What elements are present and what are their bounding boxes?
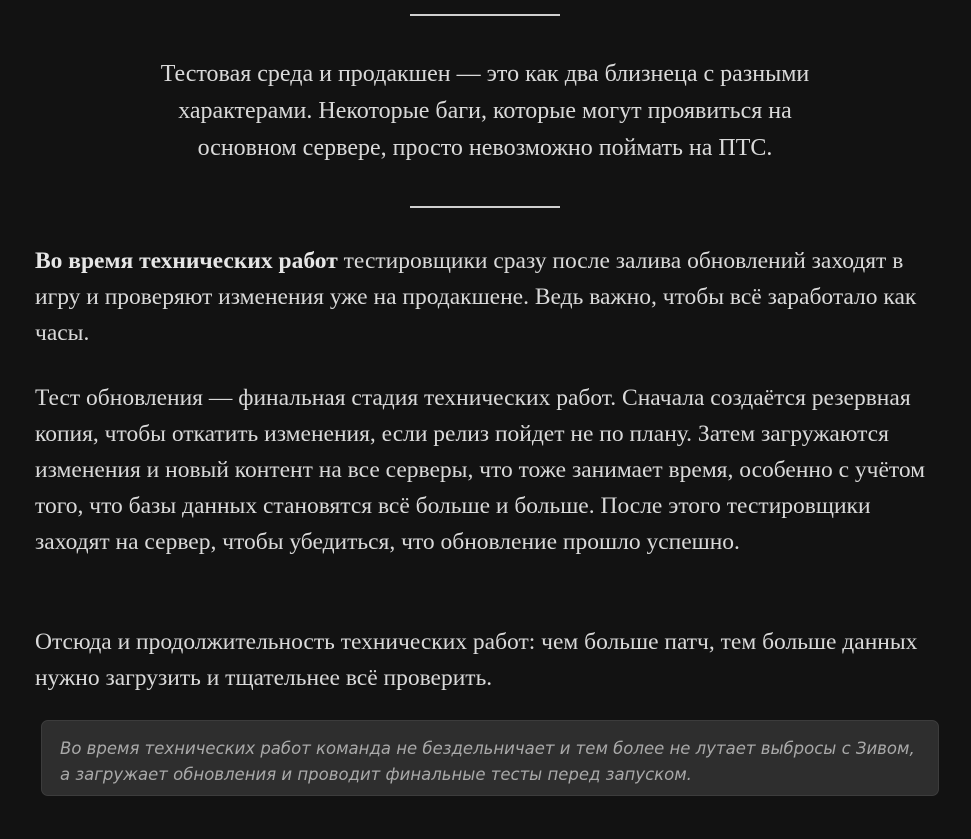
pull-quote [60, 56, 910, 167]
article-paragraph: Отсюда и продолжительность технических работ: чем больше патч, тем больше данных нужно загрузить и тщательнее всё проверить. [35, 629, 918, 691]
pull-quote-line: характерами. Некоторые баги, которые могут проявиться на [178, 98, 792, 124]
note-text: Во время технических работ команда не бездельничает и тем более не лутает выбросы с Зивом, а загружает обновления и проводит финальные тесты перед запуском. [60, 739, 915, 784]
article-paragraph: Тест обновления — финальная стадия технических работ. Сначала создаётся резервная копия, чтобы откатить изменения, если релиз пойдет не по плану. Затем загружаются изменения и новый контент на все серверы, что тоже занимает время, особенно с учётом того, что базы данных становятся всё больше и больше. После этого тестировщики заходят на сервер, чтобы убедиться, что обновление прошло успешно. [35, 385, 926, 555]
pull-quote-line: основном сервере, просто невозможно поймать на ПТС. [197, 135, 773, 161]
divider-bottom [410, 206, 560, 208]
paragraph-bold-lead: Во время технических работ [35, 248, 338, 274]
article-paragraph [35, 243, 940, 351]
pull-quote-line: Тестовая среда и продакшен — это как два близнеца с разными [160, 61, 810, 87]
divider-top [410, 14, 560, 16]
paragraph-text: тестировщики сразу после залива обновлений заходят в игру и проверяют изменения уже на продакшене. Ведь важно, чтобы всё заработало как часы. [35, 248, 917, 346]
note-callout [41, 720, 939, 796]
